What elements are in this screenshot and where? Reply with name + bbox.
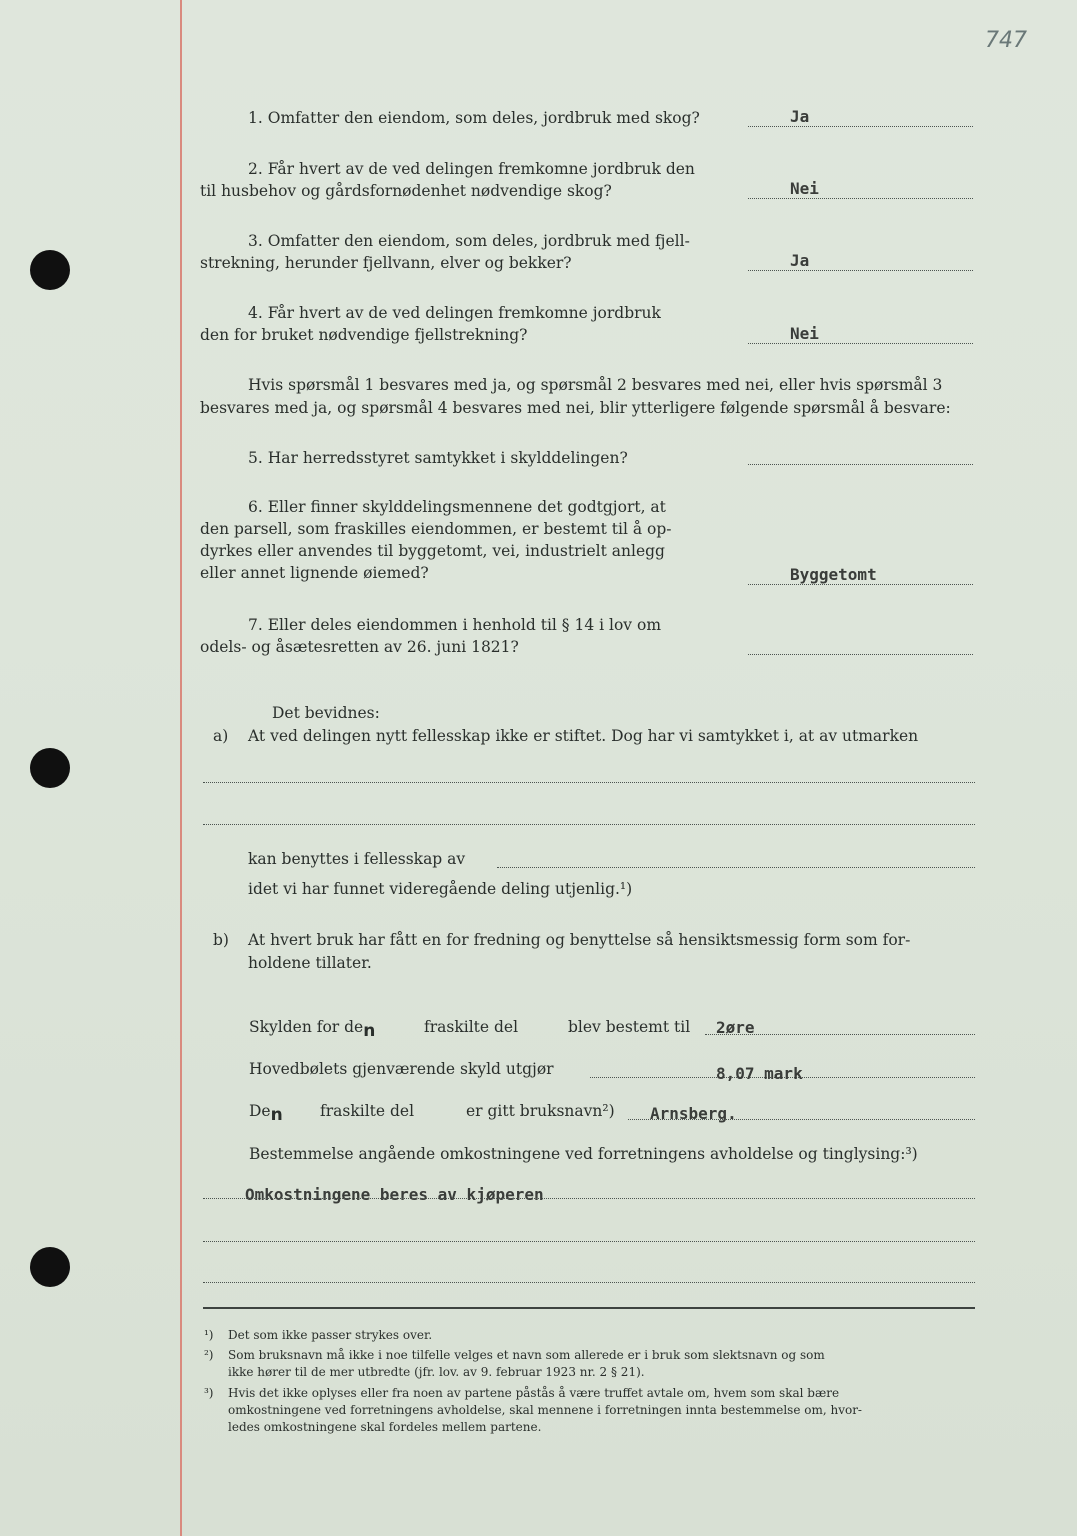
question-text: Omfatter den eiendom, som deles, jordbruk med skog? [267,109,700,127]
common-use-label: kan benyttes i fellesskap av [248,850,466,868]
cost-line[interactable] [203,1281,975,1283]
name-label-part: er gitt bruksnavn²) [466,1102,615,1120]
punch-hole [30,250,70,290]
margin-line [180,0,182,1536]
cost-line[interactable] [203,1240,975,1242]
question-text: Eller deles eiendommen i henhold til § 14 i lov om [267,616,662,634]
question-2 [200,158,750,202]
footnote-text: Som bruksnavn må ikke i noe tilfelle velges et navn som allerede er i bruk som slektsnavn og som [228,1348,825,1362]
question-number: 2. [248,160,263,178]
answer-field-7[interactable] [748,632,973,655]
question-3 [200,230,750,274]
blank-line[interactable] [203,823,975,825]
item-a-label: a) [213,727,229,745]
question-5 [200,447,750,469]
handwritten-n: n [270,1105,283,1125]
answer-value: Ja [790,251,810,270]
question-6 [200,496,750,584]
tax-value: 2øre [716,1018,755,1037]
footnote-text: omkostningene ved forretningens avholdelse, skal mennene i forretningen innta bestemmelse om, hvor- [228,1403,862,1417]
punch-hole [30,1247,70,1287]
question-1 [200,107,750,129]
remaining-label: Hovedbølets gjenværende skyld utgjør [249,1060,554,1078]
condition-line-2: besvares med ja, og spørsmål 4 besvares med nei, blir ytterligere følgende spørsmål å besvare: [200,399,951,417]
question-number: 5. [248,449,263,467]
footnote-mark: ³) [204,1386,214,1400]
question-text: den for bruket nødvendige fjellstrekning? [200,326,528,344]
question-text: Får hvert av de ved delingen fremkomne jordbruk [267,304,661,322]
question-number: 6. [248,498,263,516]
answer-value: Ja [790,107,810,126]
cost-line[interactable] [203,1197,975,1199]
question-4 [200,302,750,346]
question-text: dyrkes eller anvendes til byggetomt, vei, industrielt anlegg [200,542,665,560]
page-number: 747 [985,28,1027,53]
answer-value: Byggetomt [790,565,877,584]
question-text: Får hvert av de ved delingen fremkomne jordbruk den [267,160,695,178]
punch-hole [30,748,70,788]
cost-value: Omkostningene beres av kjøperen [245,1185,544,1204]
footnote-rule [203,1307,975,1309]
remaining-value: 8,07 mark [716,1064,803,1083]
question-7 [200,614,750,658]
footnote-text: ikke hører til de mer utbredte (jfr. lov. av 9. februar 1923 nr. 2 § 21). [228,1365,645,1379]
tax-label-part: blev bestemt til [568,1018,691,1036]
answer-value: Nei [790,324,819,343]
footnote-2 [204,1347,976,1381]
name-label [249,1100,283,1125]
answer-field-6[interactable] [748,562,973,585]
cost-label: Bestemmelse angående omkostningene ved forretningens avholdelse og tinglysing:³) [249,1145,918,1163]
footnote-1 [204,1327,976,1344]
question-number: 3. [248,232,263,250]
question-text: til husbehov og gårdsfornødenhet nødvendige skog? [200,182,612,200]
question-text: odels- og åsætesretten av 26. juni 1821? [200,638,519,656]
condition-line-1: Hvis spørsmål 1 besvares med ja, og spørsmål 2 besvares med nei, eller hvis spørsmål 3 [248,376,943,394]
question-text: eller annet lignende øiemed? [200,564,429,582]
item-b-label: b) [213,931,229,949]
tax-label-part: fraskilte del [424,1018,519,1036]
answer-value: Nei [790,179,819,198]
name-label-part: fraskilte del [320,1102,415,1120]
tax-label-text: Skylden for de [249,1018,364,1036]
certify-heading: Det bevidnes: [272,704,380,722]
common-use-field[interactable] [497,866,975,868]
answer-field-4[interactable] [748,321,973,344]
question-number: 1. [248,109,263,127]
answer-field-1[interactable] [748,104,973,127]
tax-label [249,1016,376,1041]
question-text: Har herredsstyret samtykket i skylddelingen? [267,449,628,467]
footnote-mark: ¹) [204,1328,214,1342]
item-a-text: At ved delingen nytt fellesskap ikke er stiftet. Dog har vi samtykket i, at av utmarken [248,727,919,745]
footnote-mark: ²) [204,1348,214,1362]
question-text: strekning, herunder fjellvann, elver og bekker? [200,254,572,272]
question-number: 4. [248,304,263,322]
name-label-text: De [249,1102,271,1120]
footnote-3 [204,1385,976,1436]
item-b-line-2: holdene tillater. [248,954,372,972]
question-number: 7. [248,616,263,634]
answer-field-5[interactable] [748,442,973,465]
found-text: idet vi har funnet videregående deling utjenlig.¹) [248,880,633,898]
question-text: den parsell, som fraskilles eiendommen, er bestemt til å op- [200,520,672,538]
blank-line[interactable] [203,781,975,783]
footnote-text: ledes omkostningene skal fordeles mellem partene. [228,1420,542,1434]
answer-field-3[interactable] [748,248,973,271]
item-b-line-1: At hvert bruk har fått en for fredning og benyttelse så hensiktsmessig form som for- [248,931,911,949]
footnote-text: Det som ikke passer strykes over. [228,1328,433,1342]
answer-field-2[interactable] [748,176,973,199]
question-text: Omfatter den eiendom, som deles, jordbruk med fjell- [267,232,690,250]
name-value: Arnsberg. [650,1104,737,1123]
handwritten-n: n [363,1021,376,1041]
question-text: Eller finner skylddelingsmennene det godtgjort, at [267,498,666,516]
footnote-text: Hvis det ikke oplyses eller fra noen av partene påstås å være truffet avtale om, hvem som skal bære [228,1386,840,1400]
